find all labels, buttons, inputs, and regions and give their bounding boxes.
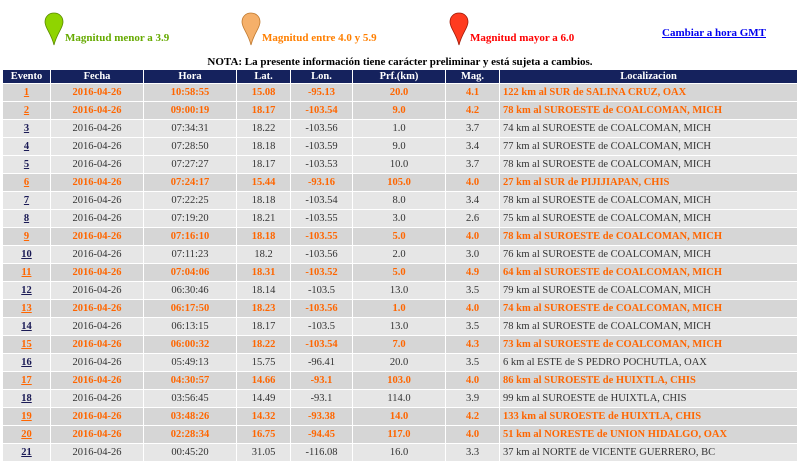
location-cell: 133 km al SUROESTE de HUIXTLA, CHIS xyxy=(500,408,797,425)
magnitude-cell: 4.9 xyxy=(446,264,499,281)
latitude-cell: 18.17 xyxy=(237,156,290,173)
magnitude-cell: 4.0 xyxy=(446,174,499,191)
date-cell: 2016-04-26 xyxy=(51,102,143,119)
latitude-cell: 15.08 xyxy=(237,84,290,101)
time-cell: 04:30:57 xyxy=(144,372,236,389)
location-cell: 99 km al SUROESTE de HUIXTLA, CHIS xyxy=(500,390,797,407)
event-link[interactable]: 4 xyxy=(23,141,30,152)
depth-cell: 3.0 xyxy=(353,210,445,227)
time-cell: 00:45:20 xyxy=(144,444,236,461)
latitude-cell: 16.75 xyxy=(237,426,290,443)
depth-cell: 10.0 xyxy=(353,156,445,173)
date-cell: 2016-04-26 xyxy=(51,408,143,425)
latitude-cell: 18.18 xyxy=(237,138,290,155)
time-cell: 07:24:17 xyxy=(144,174,236,191)
longitude-cell: -94.45 xyxy=(291,426,352,443)
longitude-cell: -93.1 xyxy=(291,372,352,389)
latitude-cell: 18.14 xyxy=(237,282,290,299)
time-cell: 06:00:32 xyxy=(144,336,236,353)
longitude-cell: -103.5 xyxy=(291,318,352,335)
green-map-pin-icon xyxy=(44,12,64,46)
event-number-cell xyxy=(3,84,50,101)
date-cell: 2016-04-26 xyxy=(51,390,143,407)
time-cell: 09:00:19 xyxy=(144,102,236,119)
time-cell: 03:56:45 xyxy=(144,390,236,407)
depth-cell: 20.0 xyxy=(353,354,445,371)
latitude-cell: 18.17 xyxy=(237,318,290,335)
location-cell: 86 km al SUROESTE de HUIXTLA, CHIS xyxy=(500,372,797,389)
time-cell: 07:16:10 xyxy=(144,228,236,245)
magnitude-cell: 3.7 xyxy=(446,120,499,137)
date-cell: 2016-04-26 xyxy=(51,84,143,101)
longitude-cell: -93.16 xyxy=(291,174,352,191)
table-row xyxy=(3,102,797,119)
table-row xyxy=(3,210,797,227)
depth-cell: 9.0 xyxy=(353,102,445,119)
column-header-evento: Evento xyxy=(3,70,50,83)
event-link[interactable]: 3 xyxy=(23,123,30,134)
longitude-cell: -103.59 xyxy=(291,138,352,155)
depth-cell: 5.0 xyxy=(353,228,445,245)
red-map-pin-icon xyxy=(449,12,469,46)
event-link[interactable]: 17 xyxy=(21,375,32,386)
event-link[interactable]: 7 xyxy=(23,195,30,206)
location-cell: 6 km al ESTE de S PEDRO POCHUTLA, OAX xyxy=(500,354,797,371)
magnitude-cell: 3.5 xyxy=(446,282,499,299)
magnitude-legend xyxy=(0,0,800,56)
event-number-cell xyxy=(3,300,50,317)
table-row xyxy=(3,426,797,443)
date-cell: 2016-04-26 xyxy=(51,264,143,281)
longitude-cell: -103.54 xyxy=(291,336,352,353)
date-cell: 2016-04-26 xyxy=(51,426,143,443)
depth-cell: 117.0 xyxy=(353,426,445,443)
latitude-cell: 31.05 xyxy=(237,444,290,461)
magnitude-cell: 3.9 xyxy=(446,390,499,407)
depth-cell: 1.0 xyxy=(353,300,445,317)
magnitude-cell: 3.0 xyxy=(446,246,499,263)
table-row xyxy=(3,408,797,425)
legend-item-medium xyxy=(241,12,377,46)
table-row xyxy=(3,336,797,353)
magnitude-cell: 4.0 xyxy=(446,426,499,443)
location-cell: 74 km al SUROESTE de COALCOMAN, MICH xyxy=(500,120,797,137)
magnitude-cell: 3.7 xyxy=(446,156,499,173)
magnitude-cell: 4.2 xyxy=(446,102,499,119)
date-cell: 2016-04-26 xyxy=(51,318,143,335)
table-row xyxy=(3,444,797,461)
table-row xyxy=(3,354,797,371)
latitude-cell: 15.75 xyxy=(237,354,290,371)
table-row xyxy=(3,228,797,245)
depth-cell: 5.0 xyxy=(353,264,445,281)
depth-cell: 2.0 xyxy=(353,246,445,263)
location-cell: 78 km al SUROESTE de COALCOMAN, MICH xyxy=(500,156,797,173)
latitude-cell: 18.22 xyxy=(237,336,290,353)
location-cell: 78 km al SUROESTE de COALCOMAN, MICH xyxy=(500,228,797,245)
longitude-cell: -103.5 xyxy=(291,282,352,299)
event-number-cell xyxy=(3,282,50,299)
table-row xyxy=(3,300,797,317)
event-link[interactable]: 13 xyxy=(21,303,32,314)
latitude-cell: 15.44 xyxy=(237,174,290,191)
event-number-cell xyxy=(3,318,50,335)
event-number-cell xyxy=(3,372,50,389)
date-cell: 2016-04-26 xyxy=(51,372,143,389)
longitude-cell: -103.55 xyxy=(291,210,352,227)
event-link[interactable]: 2 xyxy=(23,105,30,116)
magnitude-cell: 3.5 xyxy=(446,318,499,335)
location-cell: 75 km al SUROESTE de COALCOMAN, MICH xyxy=(500,210,797,227)
table-row xyxy=(3,138,797,155)
date-cell: 2016-04-26 xyxy=(51,282,143,299)
longitude-cell: -103.54 xyxy=(291,102,352,119)
longitude-cell: -96.41 xyxy=(291,354,352,371)
magnitude-cell: 3.5 xyxy=(446,354,499,371)
magnitude-cell: 4.0 xyxy=(446,372,499,389)
event-link[interactable]: 14 xyxy=(21,321,32,332)
event-number-cell xyxy=(3,210,50,227)
event-link[interactable]: 5 xyxy=(23,159,30,170)
depth-cell: 20.0 xyxy=(353,84,445,101)
latitude-cell: 18.31 xyxy=(237,264,290,281)
time-cell: 07:28:50 xyxy=(144,138,236,155)
magnitude-cell: 2.6 xyxy=(446,210,499,227)
time-cell: 07:11:23 xyxy=(144,246,236,263)
event-number-cell xyxy=(3,174,50,191)
date-cell: 2016-04-26 xyxy=(51,120,143,137)
date-cell: 2016-04-26 xyxy=(51,192,143,209)
location-cell: 78 km al SUROESTE de COALCOMAN, MICH xyxy=(500,192,797,209)
preliminary-notice: NOTA: La presente información tiene carácter preliminar y está sujeta a cambios. xyxy=(207,56,593,68)
event-link[interactable]: 20 xyxy=(21,429,32,440)
depth-cell: 14.0 xyxy=(353,408,445,425)
time-cell: 06:30:46 xyxy=(144,282,236,299)
event-link[interactable]: 6 xyxy=(23,177,30,188)
table-row xyxy=(3,120,797,137)
time-cell: 07:34:31 xyxy=(144,120,236,137)
date-cell: 2016-04-26 xyxy=(51,156,143,173)
column-header-lat: Lat. xyxy=(237,70,290,83)
latitude-cell: 18.18 xyxy=(237,228,290,245)
magnitude-cell: 4.0 xyxy=(446,300,499,317)
longitude-cell: -93.38 xyxy=(291,408,352,425)
magnitude-cell: 4.1 xyxy=(446,84,499,101)
table-row xyxy=(3,192,797,209)
longitude-cell: -103.56 xyxy=(291,300,352,317)
latitude-cell: 18.2 xyxy=(237,246,290,263)
longitude-cell: -95.13 xyxy=(291,84,352,101)
time-cell: 03:48:26 xyxy=(144,408,236,425)
event-link[interactable]: 12 xyxy=(21,285,32,296)
event-number-cell xyxy=(3,390,50,407)
legend-item-high xyxy=(449,12,574,46)
location-cell: 74 km al SUROESTE de COALCOMAN, MICH xyxy=(500,300,797,317)
column-header-fecha: Fecha xyxy=(51,70,143,83)
depth-cell: 13.0 xyxy=(353,282,445,299)
event-number-cell xyxy=(3,408,50,425)
latitude-cell: 18.18 xyxy=(237,192,290,209)
depth-cell: 103.0 xyxy=(353,372,445,389)
time-cell: 07:22:25 xyxy=(144,192,236,209)
latitude-cell: 18.23 xyxy=(237,300,290,317)
event-number-cell xyxy=(3,138,50,155)
event-link[interactable]: 15 xyxy=(21,339,32,350)
column-header-lon: Lon. xyxy=(291,70,352,83)
legend-label-medium: Magnitud entre 4.0 y 5.9 xyxy=(262,32,377,44)
time-cell: 07:19:20 xyxy=(144,210,236,227)
magnitude-cell: 4.2 xyxy=(446,408,499,425)
location-cell: 27 km al SUR de PIJIJIAPAN, CHIS xyxy=(500,174,797,191)
latitude-cell: 14.49 xyxy=(237,390,290,407)
date-cell: 2016-04-26 xyxy=(51,174,143,191)
event-link[interactable]: 19 xyxy=(21,411,32,422)
depth-cell: 1.0 xyxy=(353,120,445,137)
location-cell: 77 km al SUROESTE de COALCOMAN, MICH xyxy=(500,138,797,155)
location-cell: 78 km al SUROESTE de COALCOMAN, MICH xyxy=(500,102,797,119)
depth-cell: 105.0 xyxy=(353,174,445,191)
change-to-gmt-link[interactable]: Cambiar a hora GMT xyxy=(662,27,766,39)
location-cell: 76 km al SUROESTE de COALCOMAN, MICH xyxy=(500,246,797,263)
longitude-cell: -116.08 xyxy=(291,444,352,461)
location-cell: 37 km al NORTE de VICENTE GUERRERO, BC xyxy=(500,444,797,461)
event-number-cell xyxy=(3,120,50,137)
date-cell: 2016-04-26 xyxy=(51,300,143,317)
event-link[interactable]: 18 xyxy=(21,393,32,404)
date-cell: 2016-04-26 xyxy=(51,246,143,263)
event-link[interactable]: 8 xyxy=(23,213,30,224)
location-cell: 122 km al SUR de SALINA CRUZ, OAX xyxy=(500,84,797,101)
orange-map-pin-icon xyxy=(241,12,261,46)
depth-cell: 8.0 xyxy=(353,192,445,209)
location-cell: 73 km al SUROESTE de COALCOMAN, MICH xyxy=(500,336,797,353)
event-number-cell xyxy=(3,264,50,281)
table-body xyxy=(3,84,797,461)
depth-cell: 13.0 xyxy=(353,318,445,335)
time-cell: 07:04:06 xyxy=(144,264,236,281)
time-cell: 02:28:34 xyxy=(144,426,236,443)
latitude-cell: 18.21 xyxy=(237,210,290,227)
event-number-cell xyxy=(3,426,50,443)
table-row xyxy=(3,246,797,263)
event-number-cell xyxy=(3,102,50,119)
time-cell: 07:27:27 xyxy=(144,156,236,173)
table-header-row xyxy=(3,70,797,83)
latitude-cell: 14.66 xyxy=(237,372,290,389)
table-row xyxy=(3,282,797,299)
event-number-cell xyxy=(3,246,50,263)
table-row xyxy=(3,318,797,335)
time-cell: 10:58:55 xyxy=(144,84,236,101)
date-cell: 2016-04-26 xyxy=(51,138,143,155)
magnitude-cell: 3.4 xyxy=(446,138,499,155)
depth-cell: 9.0 xyxy=(353,138,445,155)
column-header-hora: Hora xyxy=(144,70,236,83)
column-header-mag: Mag. xyxy=(446,70,499,83)
event-number-cell xyxy=(3,156,50,173)
legend-label-high: Magnitud mayor a 6.0 xyxy=(470,32,575,44)
event-number-cell xyxy=(3,336,50,353)
magnitude-cell: 4.3 xyxy=(446,336,499,353)
location-cell: 64 km al SUROESTE de COALCOMAN, MICH xyxy=(500,264,797,281)
longitude-cell: -103.56 xyxy=(291,120,352,137)
longitude-cell: -93.1 xyxy=(291,390,352,407)
time-cell: 05:49:13 xyxy=(144,354,236,371)
event-link[interactable]: 16 xyxy=(21,357,32,368)
column-header-prf: Prf.(km) xyxy=(353,70,445,83)
date-cell: 2016-04-26 xyxy=(51,444,143,461)
legend-label-low: Magnitud menor a 3.9 xyxy=(65,32,170,44)
table-row xyxy=(3,390,797,407)
depth-cell: 16.0 xyxy=(353,444,445,461)
magnitude-cell: 4.0 xyxy=(446,228,499,245)
event-number-cell xyxy=(3,228,50,245)
time-cell: 06:13:15 xyxy=(144,318,236,335)
location-cell: 78 km al SUROESTE de COALCOMAN, MICH xyxy=(500,318,797,335)
table-row xyxy=(3,156,797,173)
event-link[interactable]: 21 xyxy=(21,447,32,458)
event-link[interactable]: 9 xyxy=(23,231,30,242)
date-cell: 2016-04-26 xyxy=(51,210,143,227)
time-cell: 06:17:50 xyxy=(144,300,236,317)
date-cell: 2016-04-26 xyxy=(51,228,143,245)
event-link[interactable]: 11 xyxy=(21,267,32,278)
column-header-localizacion: Localizacion xyxy=(500,70,797,83)
table-row xyxy=(3,84,797,101)
longitude-cell: -103.54 xyxy=(291,192,352,209)
location-cell: 79 km al SUROESTE de COALCOMAN, MICH xyxy=(500,282,797,299)
depth-cell: 114.0 xyxy=(353,390,445,407)
earthquake-table-container xyxy=(2,69,798,462)
latitude-cell: 14.32 xyxy=(237,408,290,425)
earthquake-table xyxy=(2,69,798,462)
table-row xyxy=(3,174,797,191)
table-row xyxy=(3,372,797,389)
longitude-cell: -103.53 xyxy=(291,156,352,173)
event-number-cell xyxy=(3,354,50,371)
event-number-cell xyxy=(3,444,50,461)
longitude-cell: -103.52 xyxy=(291,264,352,281)
legend-item-low xyxy=(44,12,169,46)
location-cell: 51 km al NORESTE de UNION HIDALGO, OAX xyxy=(500,426,797,443)
event-number-cell xyxy=(3,192,50,209)
event-link[interactable]: 10 xyxy=(21,249,32,260)
date-cell: 2016-04-26 xyxy=(51,336,143,353)
table-row xyxy=(3,264,797,281)
latitude-cell: 18.17 xyxy=(237,102,290,119)
date-cell: 2016-04-26 xyxy=(51,354,143,371)
magnitude-cell: 3.3 xyxy=(446,444,499,461)
event-link[interactable]: 1 xyxy=(23,87,30,98)
longitude-cell: -103.55 xyxy=(291,228,352,245)
longitude-cell: -103.56 xyxy=(291,246,352,263)
latitude-cell: 18.22 xyxy=(237,120,290,137)
depth-cell: 7.0 xyxy=(353,336,445,353)
magnitude-cell: 3.4 xyxy=(446,192,499,209)
